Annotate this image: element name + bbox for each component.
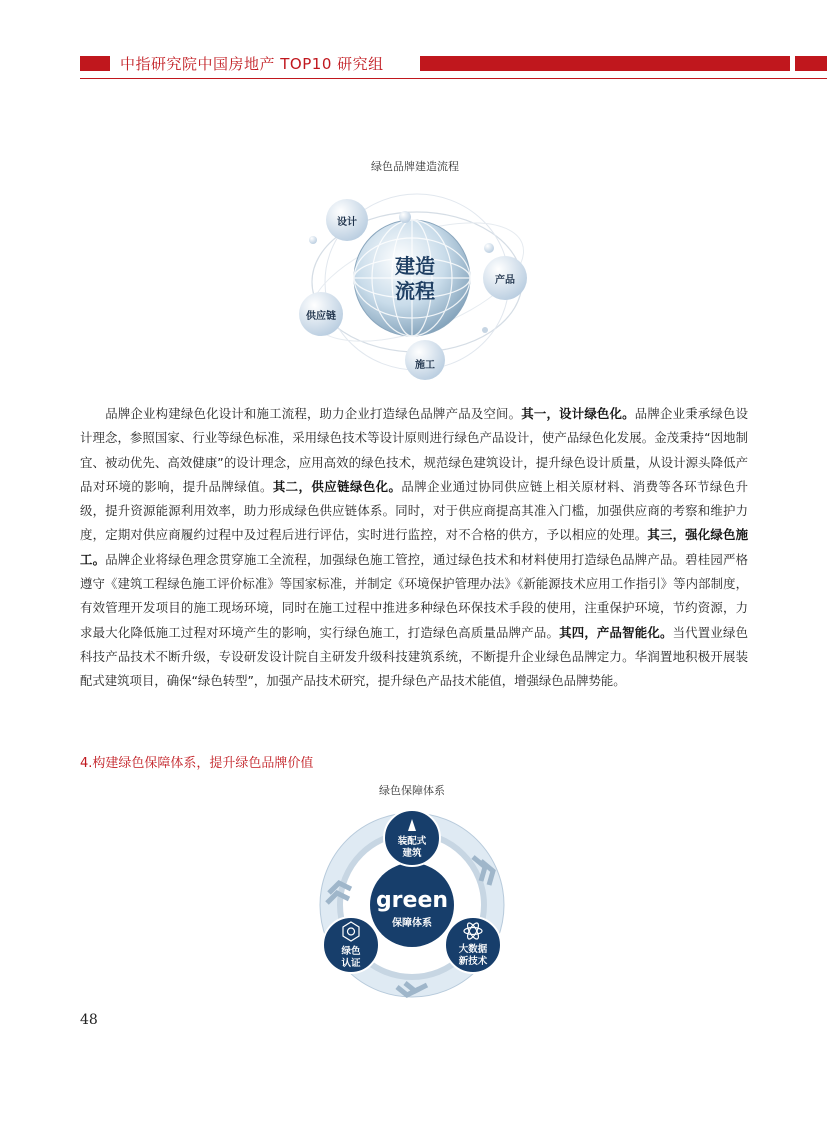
section-heading: 4.构建绿色保障体系，提升绿色品牌价值 [80, 756, 314, 771]
header-accent-left [80, 56, 110, 71]
para-bold-4: 其四，产品智能化。 [559, 624, 673, 640]
node-cert-line1: 绿色 [341, 946, 361, 957]
node-supply-chain-label: 供应链 [306, 311, 336, 322]
para-bold-3: 其三，强化绿色施工。 [80, 527, 749, 567]
node-cert-line2: 认证 [341, 958, 361, 969]
header-accent-end [795, 56, 827, 71]
green-guarantee-system-diagram [315, 805, 510, 1005]
para-text-4: 品牌企业将绿色理念贯穿施工全流程，加强绿色施工管控，通过绿色技术和材料使用打造绿色品牌产品。碧桂园严格遵守《建筑工程绿色施工评价标准》等国家标准，并制定《环境保护管理办法》《新能源技术应用工作指引》等内部制度，有效管理开发项目的施工现场环境，同时在施工过程中推进多种绿色环保技术手段的使用，注重保护环境，节约资源，力求最大化降低施工过程对环境产生的影响，实行绿色施工，打造绿色高质量品牌产品。 [80, 551, 749, 640]
header-rule [80, 78, 827, 79]
figure1-caption: 绿色品牌建造流程 [371, 160, 459, 173]
header-title: 中指研究院中国房地产 TOP10 研究组 [120, 55, 384, 73]
orbit-dot [399, 211, 411, 223]
globe-label-line2: 流程 [395, 279, 435, 303]
globe-label-line1: 建造 [395, 254, 435, 278]
para-bold-2: 其二，供应链绿色化。 [272, 478, 402, 494]
construction-process-diagram [295, 180, 535, 380]
para-text-3: 品牌企业通过协同供应链上相关原材料、消费等各环节绿色升级，提升资源能源利用效率，助力形成绿色供应链体系。同时，对于供应商提高其准入门槛，加强供应商的考察和维护力度，定期对供应商履约过程中及过程后进行评估，实时进行监控，对不合格的供方，予以相应的处理。 [80, 478, 749, 543]
node-construction-label: 施工 [415, 360, 435, 371]
figure2-caption: 绿色保障体系 [379, 784, 445, 797]
para-text-2: 品牌企业秉承绿色设计理念，参照国家、行业等绿色标准，采用绿色技术等设计原则进行绿色产品设计，使产品绿色化发展。金茂秉持“因地制宜、被动优先、高效健康”的设计理念，应用高效的绿色技术，规范绿色建筑设计，提升绿色设计质量，从设计源头降低产品对环境的影响，提升品牌绿值。 [80, 406, 749, 494]
orbit-dot [309, 236, 317, 244]
node-design-label: 设计 [337, 217, 357, 228]
header-accent-right [420, 56, 790, 71]
orbit-dot [484, 243, 494, 253]
body-paragraph [80, 402, 748, 694]
node-bigdata-line2: 新技术 [458, 956, 488, 967]
node-prefab-line1: 装配式 [397, 836, 427, 847]
center-word: green [375, 888, 449, 913]
node-bigdata-line1: 大数据 [458, 944, 488, 955]
para-text-5: 当代置业绿色科技产品技术不断升级，专设研发设计院自主研发升级科技建筑系统，不断提升企业绿色品牌定力。华润置地积极开展装配式建筑项目，确保“绿色转型”，加强产品技术研究，提升绿色产品技术能值，增强绿色品牌势能。 [80, 624, 749, 689]
page-number: 48 [80, 1012, 98, 1028]
node-prefab-line2: 建筑 [402, 848, 422, 859]
para-bold-1: 其一，设计绿色化。 [521, 406, 635, 421]
center-subtitle: 保障体系 [392, 918, 432, 929]
node-product-label: 产品 [495, 275, 515, 286]
orbit-dot [482, 327, 488, 333]
para-text-1: 品牌企业构建绿色化设计和施工流程，助力企业打造绿色品牌产品及空间。 [105, 406, 522, 421]
